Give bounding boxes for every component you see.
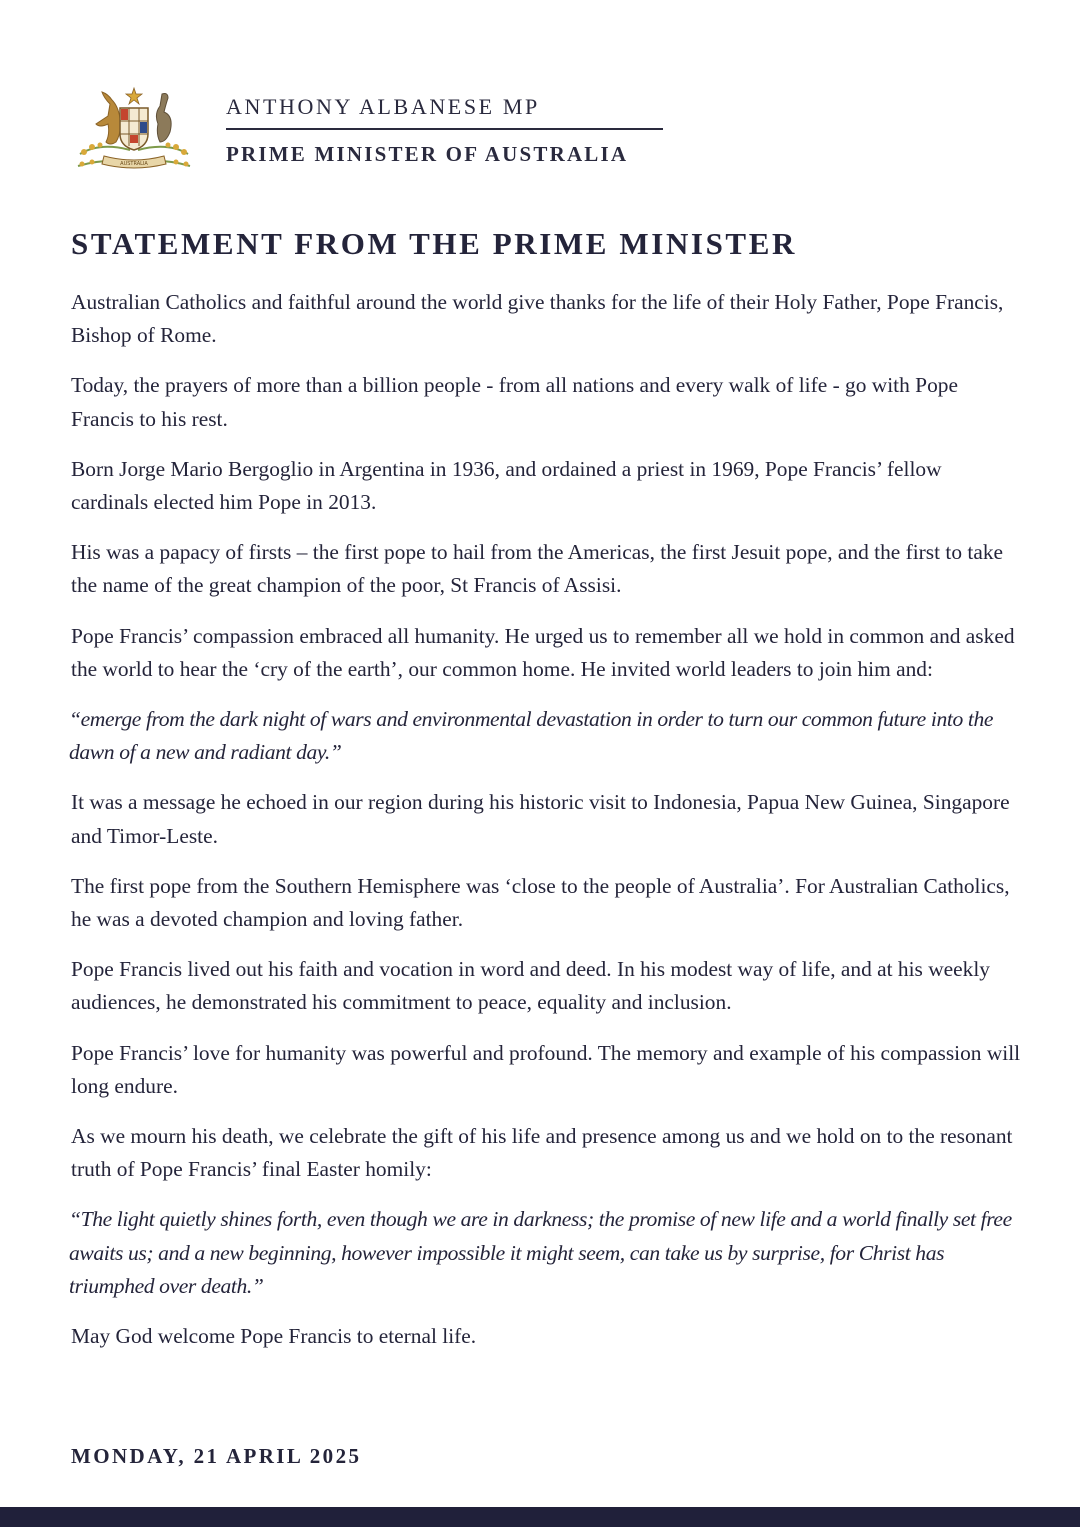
letterhead-title: PRIME MINISTER OF AUSTRALIA bbox=[226, 142, 629, 166]
footer-bar bbox=[0, 1507, 1080, 1527]
paragraph: It was a message he echoed in our region during his historic visit to Indonesia, Papua New Guinea, Singapore and Timor-Leste. bbox=[71, 790, 1010, 848]
svg-text:AUSTRALIA: AUSTRALIA bbox=[120, 161, 148, 167]
quote-paragraph: “The light quietly shines forth, even though we are in darkness; the promise of new life and a world finally set free awaits us; and a new beginning, however impossible it might seem, can take us by surprise, for Christ has triumphed over death.” bbox=[69, 1207, 1012, 1298]
coat-of-arms-icon bbox=[70, 84, 198, 180]
paragraph: Born Jorge Mario Bergoglio in Argentina in 1936, and ordained a priest in 1969, Pope Francis’ fellow cardinals elected him Pope in 2013. bbox=[71, 456, 942, 515]
letterhead-divider bbox=[226, 128, 663, 130]
statement-heading: STATEMENT FROM THE PRIME MINISTER bbox=[71, 226, 797, 261]
paragraph: Pope Francis’ love for humanity was powerful and profound. The memory and example of his compassion will long endure. bbox=[71, 1040, 1021, 1098]
paragraph: Today, the prayers of more than a billion people - from all nations and every walk of life - go with Pope Francis to his rest. bbox=[71, 373, 958, 431]
paragraph: The first pope from the Southern Hemisphere was ‘close to the people of Australia’. For Australian Catholics, he was a devoted champion and loving father. bbox=[71, 873, 1010, 932]
paragraph: Pope Francis’ compassion embraced all humanity. He urged us to remember all we hold in common and asked the world to hear the ‘cry of the earth’, our common home. He invited world leaders to join him and: bbox=[71, 623, 1015, 681]
letterhead bbox=[70, 84, 670, 184]
letterhead-name: ANTHONY ALBANESE MP bbox=[226, 94, 540, 119]
paragraph: May God welcome Pope Francis to eternal life. bbox=[71, 1323, 477, 1348]
paragraph: His was a papacy of firsts – the first pope to hail from the Americas, the first Jesuit pope, and the first to take the name of the great champion of the poor, St Francis of Assisi. bbox=[71, 540, 1004, 598]
statement-body bbox=[71, 286, 1021, 1370]
quote-paragraph: “emerge from the dark night of wars and environmental devastation in order to turn our common future into the dawn of a new and radiant day.” bbox=[69, 706, 994, 765]
paragraph: Pope Francis lived out his faith and vocation in word and deed. In his modest way of life, and at his weekly audiences, he demonstrated his commitment to peace, equality and inclusion. bbox=[71, 957, 991, 1015]
statement-date: MONDAY, 21 APRIL 2025 bbox=[71, 1444, 362, 1468]
paragraph: As we mourn his death, we celebrate the gift of his life and presence among us and we hold on to the resonant truth of Pope Francis’ final Easter homily: bbox=[71, 1123, 1013, 1182]
paragraph: Australian Catholics and faithful around the world give thanks for the life of their Holy Father, Pope Francis, Bishop of Rome. bbox=[71, 290, 1004, 348]
